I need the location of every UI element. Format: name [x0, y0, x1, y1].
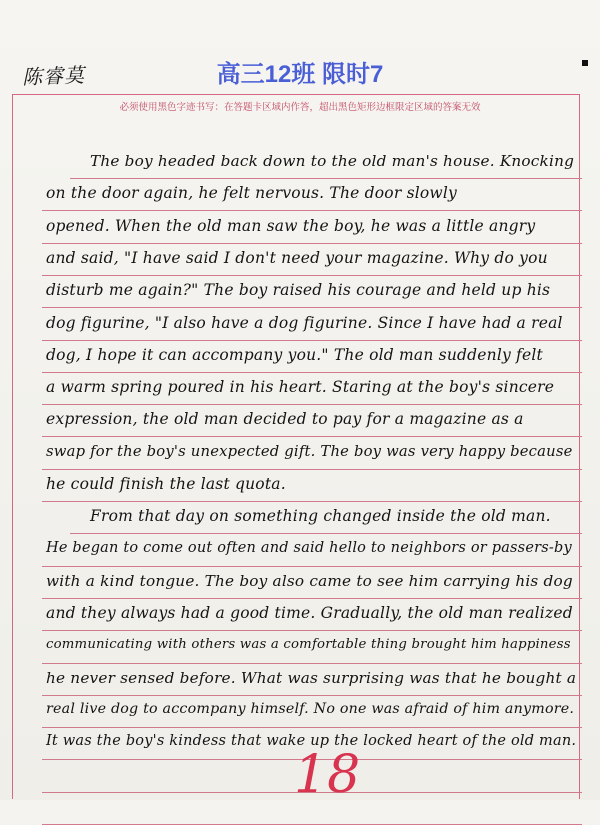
ruled-line [70, 533, 582, 534]
ruled-line [42, 436, 582, 437]
essay-line: with a kind tongue. The boy also came to see him carrying his dog [46, 571, 573, 590]
essay-line: dog, I hope it can accompany you." The old man suddenly felt [46, 345, 543, 364]
essay-line: From that day on something changed inside the old man. [90, 507, 551, 526]
ruled-line [42, 275, 582, 276]
ruled-line [42, 727, 582, 728]
score-mark [290, 738, 361, 805]
essay-line: disturb me again?" The boy raised his courage and held up his [46, 281, 551, 300]
essay-line: dog figurine, "I also have a dog figurine. Since I have had a real [46, 313, 563, 332]
essay-line: The boy headed back down to the old man's house. Knocking [90, 152, 575, 170]
page-title: 高三12班 限时7 [216, 61, 384, 88]
essay-line: expression, the old man decided to pay for a magazine as a [46, 410, 524, 429]
essay-line: a warm spring poured in his heart. Staring at the boy's sincere [46, 378, 555, 397]
essay-line: swap for the boy's unexpected gift. The boy was very happy because [46, 442, 573, 460]
essay-line: opened. When the old man saw the boy, he was a little angry [46, 216, 536, 235]
ruled-line [42, 695, 582, 696]
ruled-line [42, 663, 582, 664]
student-signature: 陈睿莫 [21, 62, 86, 90]
ruled-line [42, 630, 582, 631]
ruled-line [70, 178, 582, 179]
ruled-line [42, 501, 582, 502]
essay-line: He began to come out often and said hello to neighbors or passers-by [46, 539, 572, 556]
score-value: 18 [294, 745, 361, 805]
essay-line: he could finish the last quota. [46, 475, 286, 493]
essay-line: and said, "I have said I don't need your magazine. Why do you [46, 248, 548, 267]
ruled-line [42, 598, 582, 599]
essay-line: real live dog to accompany himself. No one was afraid of him anymore. [46, 701, 575, 718]
ruled-line [42, 469, 582, 470]
essay-line: he never sensed before. What was surprising was that he bought a [46, 668, 577, 687]
essay-line: It was the boy's kindess that wake up the locked heart of the old man. [46, 733, 577, 750]
instruction-notice: 必须使用黑色字迹书写：在答题卡区域内作答，超出黑色矩形边框限定区域的答案无效 [119, 102, 481, 113]
ruled-line [42, 307, 582, 308]
essay-line: communicating with others was a comfortable thing brought him happiness [46, 636, 571, 652]
essay-line: and they always had a good time. Gradually, the old man realized [46, 604, 573, 623]
ruled-line [42, 340, 582, 341]
essay-line: on the door again, he felt nervous. The door slowly [46, 184, 457, 203]
ruled-line [42, 243, 582, 244]
ruled-line [42, 404, 582, 405]
ruled-line [42, 210, 582, 211]
ruled-line [42, 372, 582, 373]
ruled-line [42, 566, 582, 567]
